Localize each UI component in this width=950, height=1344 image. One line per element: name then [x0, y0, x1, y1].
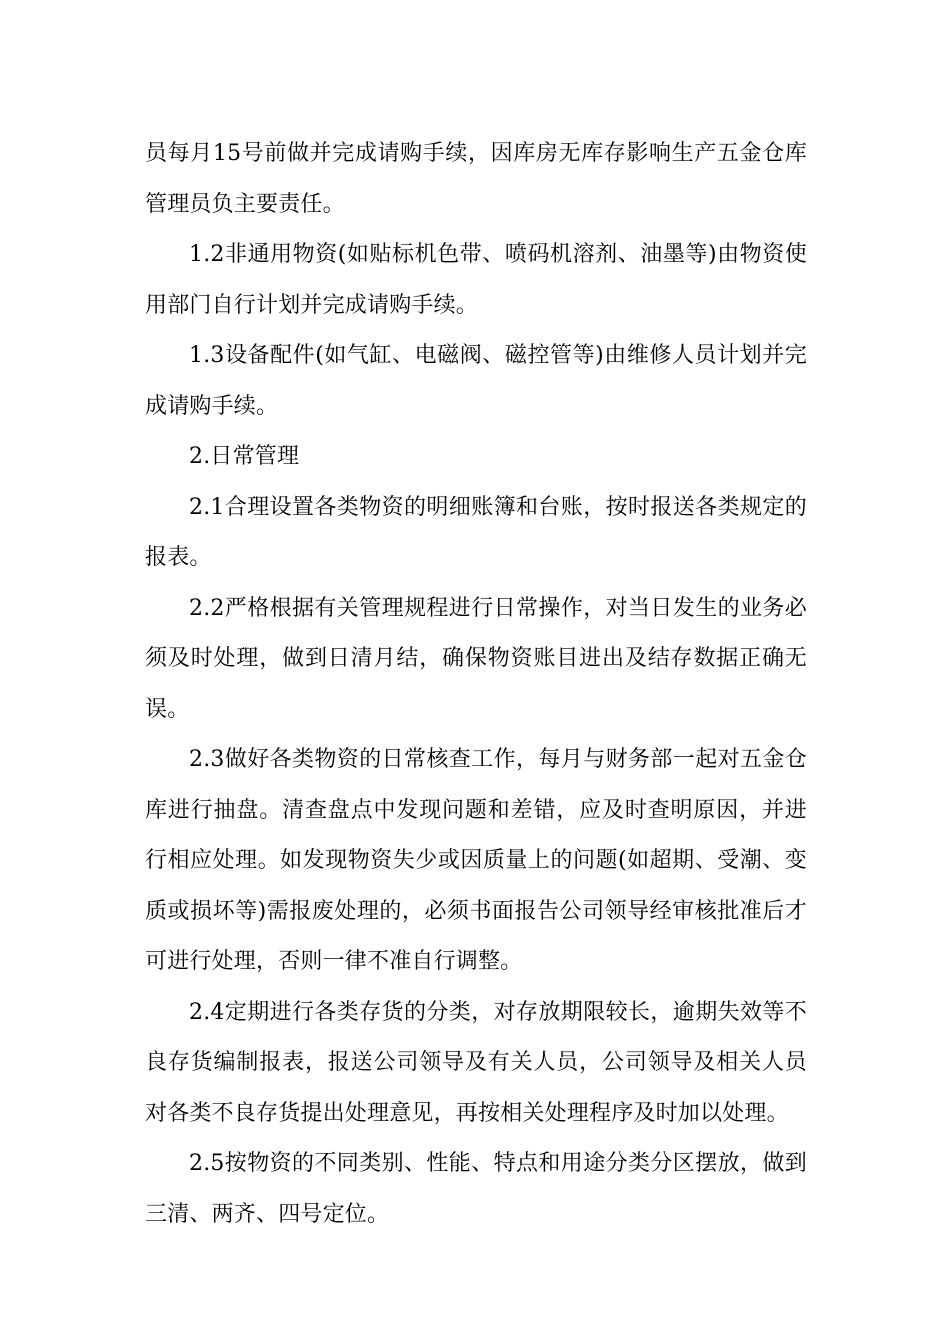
paragraph-1-3: 1.3设备配件(如气缸、电磁阀、磁控管等)由维修人员计划并完成请购手续。: [145, 343, 807, 419]
paragraph-continuation: 员每月15号前做并完成请购手续，因库房无库存影响生产五金仓库管理员负主要责任。: [145, 141, 807, 217]
document-body: [145, 129, 807, 1240]
paragraph-2-4: 2.4定期进行各类存货的分类，对存放期限较长，逾期失效等不良存货编制报表，报送公司领导及有关人员，公司领导及相关人员对各类不良存货提出处理意见，再按相关处理程序及时加以处理。: [145, 999, 807, 1126]
paragraph-2-2: 2.2严格根据有关管理规程进行日常操作，对当日发生的业务必须及时处理，做到日清月结，确保物资账目进出及结存数据正确无误。: [145, 595, 807, 722]
paragraph-2-1: 2.1合理设置各类物资的明细账簿和台账，按时报送各类规定的报表。: [145, 494, 807, 570]
paragraph-2-5: 2.5按物资的不同类别、性能、特点和用途分类分区摆放，做到三清、两齐、四号定位。: [145, 1151, 807, 1227]
paragraph-1-2: 1.2非通用物资(如贴标机色带、喷码机溶剂、油墨等)由物资使用部门自行计划并完成请购手续。: [145, 242, 807, 318]
paragraph-2-3: 2.3做好各类物资的日常核查工作，每月与财务部一起对五金仓库进行抽盘。清查盘点中发现问题和差错，应及时查明原因，并进行相应处理。如发现物资失少或因质量上的问题(如超期、受潮、变质或损坏等)需报废处理的，必须书面报告公司领导经审核批准后才可进行处理，否则一律不准自行调整。: [145, 747, 807, 974]
section-heading-2: 2.日常管理: [189, 444, 300, 469]
